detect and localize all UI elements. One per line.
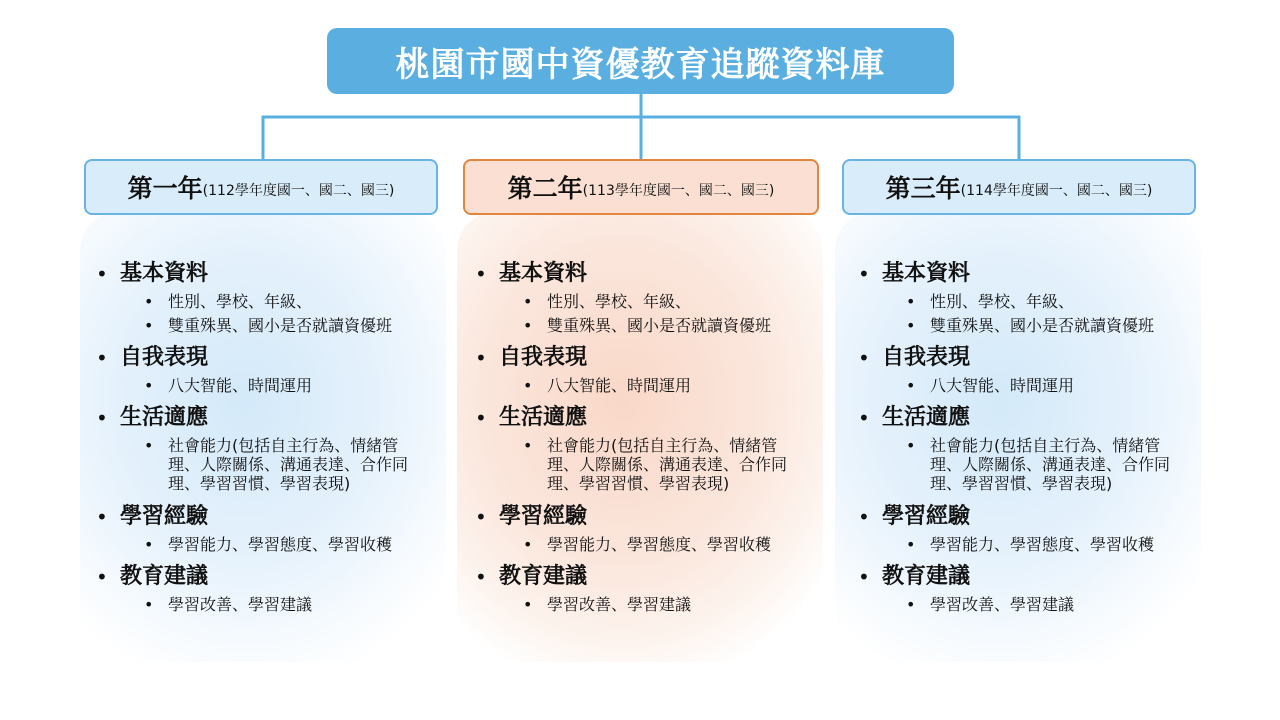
column-1-content <box>84 254 444 617</box>
year-note: (114學年度國一、國二、國三) <box>960 183 1153 199</box>
category-item: • 性別、學校、年級、 <box>846 290 1206 314</box>
year-note: (113學年度國一、國二、國三) <box>582 183 775 199</box>
year-header-1 <box>84 159 438 215</box>
category-item: • 八大智能、時間運用 <box>84 374 444 398</box>
category-heading: • 基本資料 <box>846 258 1206 290</box>
category-heading: • 生活適應 <box>84 402 444 434</box>
category-item: • 學習能力、學習態度、學習收穫 <box>846 533 1206 557</box>
year-label: 第一年 <box>127 174 203 203</box>
category-heading: • 自我表現 <box>84 342 444 374</box>
category-heading: • 學習經驗 <box>846 501 1206 533</box>
category-heading: • 生活適應 <box>846 402 1206 434</box>
category-item: • 社會能力(包括自主行為、情緒管理、人際關係、溝通表達、合作同理、學習習慣、學習表現) <box>846 434 1192 497</box>
category-heading: • 教育建議 <box>463 561 823 593</box>
category-item: • 學習改善、學習建議 <box>846 593 1206 617</box>
category-heading: • 教育建議 <box>846 561 1206 593</box>
category-item: • 八大智能、時間運用 <box>846 374 1206 398</box>
category-item: • 學習改善、學習建議 <box>84 593 444 617</box>
year-note: (112學年度國一、國二、國三) <box>202 183 395 199</box>
category-item: • 雙重殊異、國小是否就讀資優班 <box>463 314 823 338</box>
category-item: • 八大智能、時間運用 <box>463 374 823 398</box>
category-heading: • 教育建議 <box>84 561 444 593</box>
category-item: • 學習改善、學習建議 <box>463 593 823 617</box>
year-label: 第二年 <box>507 174 583 203</box>
category-item: • 學習能力、學習態度、學習收穫 <box>84 533 444 557</box>
page-title: 桃園市國中資優教育追蹤資料庫 <box>327 28 954 94</box>
category-heading: • 學習經驗 <box>463 501 823 533</box>
category-item: • 性別、學校、年級、 <box>463 290 823 314</box>
category-heading: • 生活適應 <box>463 402 823 434</box>
year-header-3 <box>842 159 1196 215</box>
column-2-content <box>463 254 823 617</box>
year-label: 第三年 <box>885 174 961 203</box>
category-item: • 學習能力、學習態度、學習收穫 <box>463 533 823 557</box>
category-item: • 社會能力(包括自主行為、情緒管理、人際關係、溝通表達、合作同理、學習習慣、學習表現) <box>463 434 809 497</box>
category-heading: • 學習經驗 <box>84 501 444 533</box>
category-item: • 社會能力(包括自主行為、情緒管理、人際關係、溝通表達、合作同理、學習習慣、學習表現) <box>84 434 430 497</box>
category-heading: • 自我表現 <box>846 342 1206 374</box>
category-item: • 雙重殊異、國小是否就讀資優班 <box>84 314 444 338</box>
category-heading: • 基本資料 <box>463 258 823 290</box>
category-heading: • 基本資料 <box>84 258 444 290</box>
category-heading: • 自我表現 <box>463 342 823 374</box>
year-header-2 <box>463 159 819 215</box>
column-3-content <box>846 254 1206 617</box>
category-item: • 雙重殊異、國小是否就讀資優班 <box>846 314 1206 338</box>
category-item: • 性別、學校、年級、 <box>84 290 444 314</box>
